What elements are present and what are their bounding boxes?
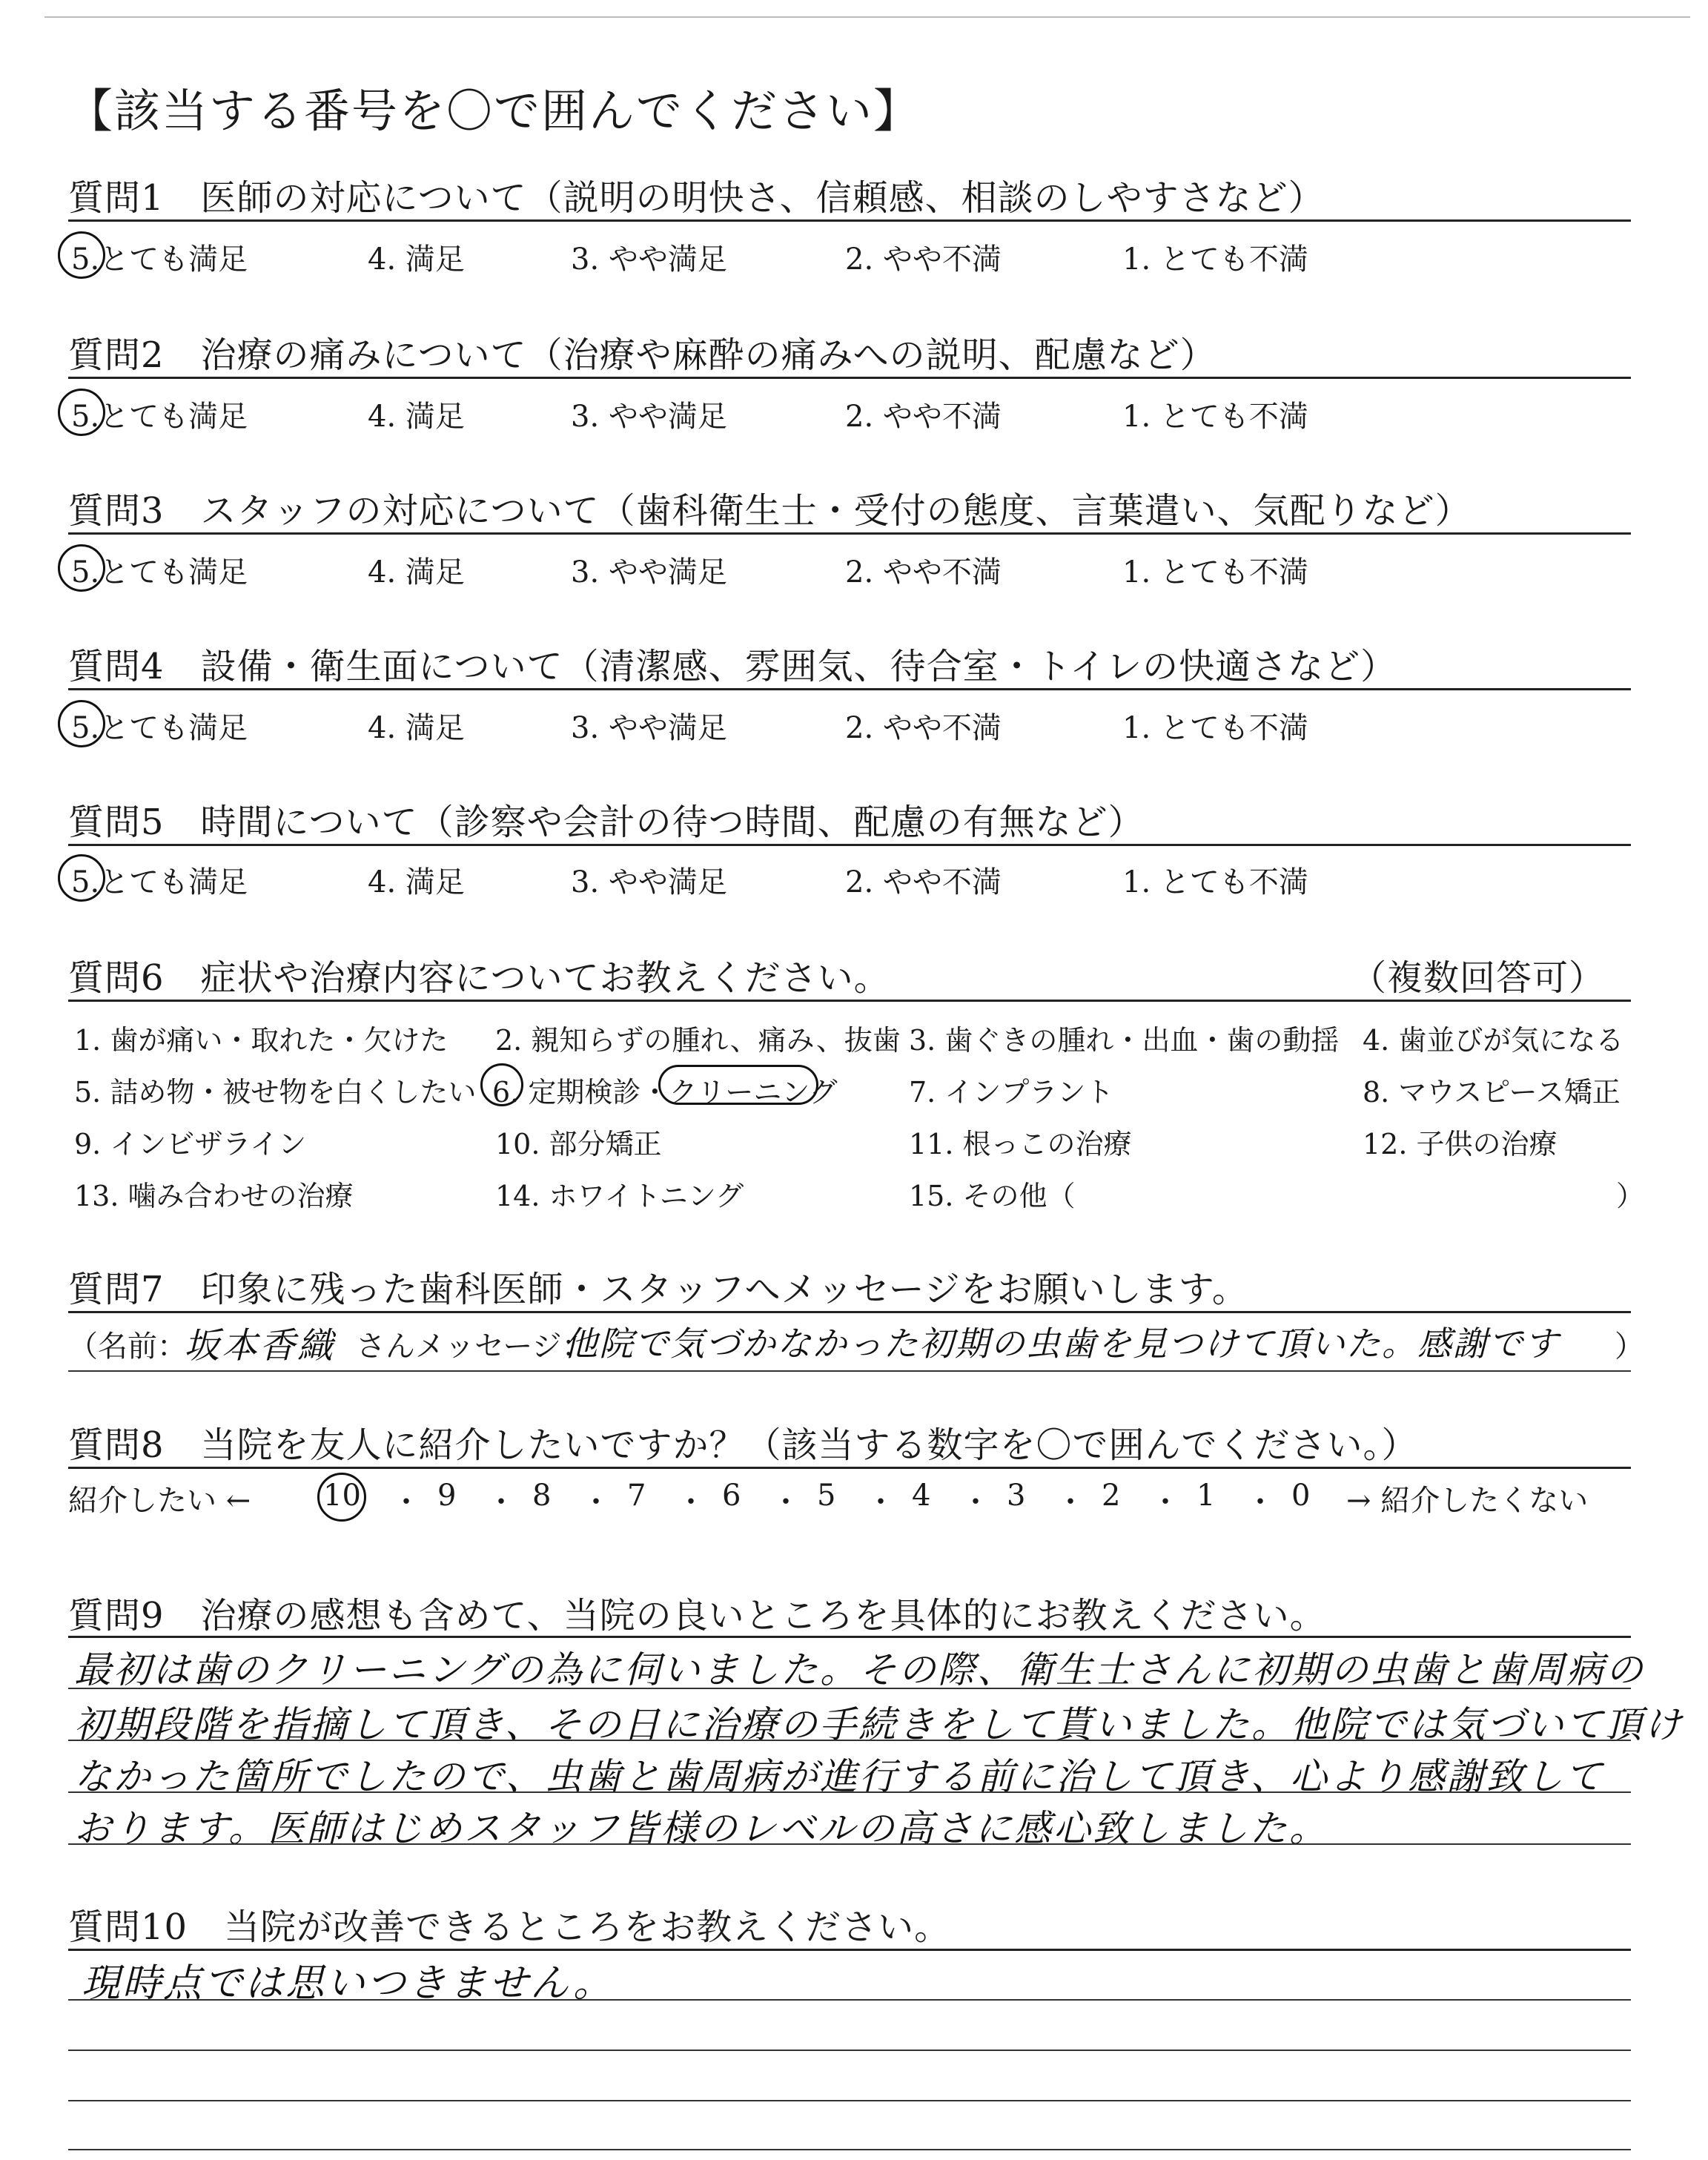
q4-option-5[interactable]: 5.とても満足 xyxy=(71,711,248,745)
q1-option-4[interactable]: 4. 満足 xyxy=(368,242,465,277)
q7-message-value[interactable]: 他院で気づかなかった初期の虫歯を見つけて頂いた。感謝です xyxy=(563,1324,1560,1364)
q9-title: 質問9 治療の感想も含めて、当院の良いところを具体的にお教えください。 xyxy=(68,1595,1326,1636)
q8-scale-dot: ・ xyxy=(391,1485,421,1519)
q6-item-2[interactable]: 2. 親知らずの腫れ、痛み、抜歯 xyxy=(495,1024,901,1057)
q8-left-label: 紹介したい ← xyxy=(68,1484,251,1518)
q10-answer-line-1[interactable]: 現時点では思いつきません。 xyxy=(82,1961,615,2006)
q8-scale-3[interactable]: 3 xyxy=(1007,1479,1026,1513)
q8-scale-dot: ・ xyxy=(486,1485,516,1519)
q6-item-13[interactable]: 13. 噛み合わせの治療 xyxy=(74,1180,354,1212)
q2-rule xyxy=(68,377,1631,379)
q7-name-label: （名前： xyxy=(68,1330,187,1364)
q3-option-3[interactable]: 3. やや満足 xyxy=(571,555,727,589)
q9-rule xyxy=(68,1636,1631,1638)
q8-scale-0[interactable]: 0 xyxy=(1291,1479,1311,1513)
q7-title: 質問7 印象に残った歯科医師・スタッフへメッセージをお願いします。 xyxy=(68,1269,1248,1310)
q7-name-value[interactable]: 坂本香織 xyxy=(184,1325,336,1367)
q8-scale-dot: ・ xyxy=(771,1485,801,1519)
q2-option-2[interactable]: 2. やや不満 xyxy=(845,400,1002,434)
q3-option-1[interactable]: 1. とても不満 xyxy=(1122,555,1308,589)
q8-rule xyxy=(68,1467,1631,1469)
q10-rule xyxy=(68,1949,1631,1951)
q2-option-5[interactable]: 5.とても満足 xyxy=(71,400,248,434)
q8-scale-10[interactable]: 10 xyxy=(323,1479,361,1513)
q8-scale-5[interactable]: 5 xyxy=(817,1479,836,1513)
q3-title: 質問3 スタッフの対応について（歯科衛生士・受付の態度、言葉遣い、気配りなど） xyxy=(68,490,1472,532)
q6-title: 質問6 症状や治療内容についてお教えください。 xyxy=(68,957,890,999)
q6-note: （複数回答可） xyxy=(1351,957,1606,999)
q8-scale-dot: ・ xyxy=(1151,1485,1180,1519)
q1-option-5[interactable]: 5.とても満足 xyxy=(71,242,248,277)
q5-option-5[interactable]: 5.とても満足 xyxy=(71,865,248,899)
q3-option-5[interactable]: 5.とても満足 xyxy=(71,555,248,589)
q6-item-14[interactable]: 14. ホワイトニング xyxy=(495,1180,744,1212)
q3-option-2[interactable]: 2. やや不満 xyxy=(845,555,1002,589)
q4-option-3[interactable]: 3. やや満足 xyxy=(571,711,727,745)
q4-option-1[interactable]: 1. とても不満 xyxy=(1122,711,1308,745)
q10-line-rule-2 xyxy=(68,2050,1631,2051)
q1-option-2[interactable]: 2. やや不満 xyxy=(845,242,1002,277)
q1-option-1[interactable]: 1. とても不満 xyxy=(1122,242,1308,277)
q2-option-3[interactable]: 3. やや満足 xyxy=(571,400,727,434)
q1-title: 質問1 医師の対応について（説明の明快さ、信頼感、相談のしやすさなど） xyxy=(68,177,1325,219)
q4-rule xyxy=(68,688,1631,690)
q8-scale-1[interactable]: 1 xyxy=(1196,1479,1216,1513)
q6-item-11[interactable]: 11. 根っこの治療 xyxy=(909,1128,1132,1160)
q6-rule xyxy=(68,1000,1631,1002)
q5-option-3[interactable]: 3. やや満足 xyxy=(571,865,727,899)
q10-title: 質問10 当院が改善できるところをお教えください。 xyxy=(68,1906,951,1948)
top-border xyxy=(44,16,1690,18)
q4-option-4[interactable]: 4. 満足 xyxy=(368,711,465,745)
q5-title: 質問5 時間について（診察や会計の待つ時間、配慮の有無など） xyxy=(68,802,1145,843)
q6-item-9[interactable]: 9. インビザライン xyxy=(74,1128,307,1160)
q9-answer-line-2[interactable]: 初期段階を指摘して頂き、その日に治療の手続きをして貰いました。他院では気づいて頂け xyxy=(74,1703,1684,1746)
q7-close-paren: ） xyxy=(1615,1330,1644,1364)
q6-item-8[interactable]: 8. マウスピース矯正 xyxy=(1363,1076,1621,1109)
q9-line-rule-2 xyxy=(68,1740,1631,1741)
q8-scale-dot: ・ xyxy=(1056,1485,1085,1519)
q6-item-3[interactable]: 3. 歯ぐきの腫れ・出血・歯の動揺 xyxy=(909,1024,1340,1057)
q10-line-rule-3 xyxy=(68,2100,1631,2101)
q5-rule xyxy=(68,844,1631,846)
q7-rule xyxy=(68,1311,1631,1313)
q8-scale-dot: ・ xyxy=(676,1485,706,1519)
q1-rule xyxy=(68,219,1631,222)
q9-line-rule-3 xyxy=(68,1791,1631,1793)
q7-name-suffix: さん xyxy=(356,1330,415,1364)
q2-title: 質問2 治療の痛みについて（治療や麻酔の痛みへの説明、配慮など） xyxy=(68,334,1217,376)
page-heading: 【該当する番号を〇で囲んでください】 xyxy=(67,84,921,138)
q8-scale-6[interactable]: 6 xyxy=(722,1479,741,1513)
q10-line-rule-1 xyxy=(68,1999,1631,2001)
q8-scale-dot: ・ xyxy=(1245,1485,1275,1519)
q6-item-7[interactable]: 7. インプラント xyxy=(909,1076,1114,1109)
q8-scale-dot: ・ xyxy=(961,1485,990,1519)
q6-item-15-close: ） xyxy=(1616,1180,1645,1212)
q6-item-5[interactable]: 5. 詰め物・被せ物を白くしたい xyxy=(74,1076,477,1109)
q9-answer-line-1[interactable]: 最初は歯のクリーニングの為に伺いました。その際、衛生士さんに初期の虫歯と歯周病の xyxy=(74,1648,1645,1691)
q8-right-label: → 紹介したくない xyxy=(1346,1484,1589,1518)
q7-answer-rule xyxy=(68,1370,1631,1372)
q4-option-2[interactable]: 2. やや不満 xyxy=(845,711,1002,745)
q8-scale-8[interactable]: 8 xyxy=(532,1479,552,1513)
q8-scale-9[interactable]: 9 xyxy=(437,1479,457,1513)
q8-scale-7[interactable]: 7 xyxy=(627,1479,646,1513)
q8-scale-4[interactable]: 4 xyxy=(912,1479,931,1513)
q6-item-6[interactable]: 6. 定期検診・クリーニング xyxy=(492,1076,838,1109)
q9-answer-line-4[interactable]: おります。医師はじめスタッフ皆様のレベルの高さに感心致しました。 xyxy=(74,1807,1328,1850)
q7-message-label: メッセージ： xyxy=(415,1330,592,1364)
q4-title: 質問4 設備・衛生面について（清潔感、雰囲気、待合室・トイレの快適さなど） xyxy=(68,646,1397,687)
q2-option-1[interactable]: 1. とても不満 xyxy=(1122,400,1308,434)
q9-answer-line-3[interactable]: なかった箇所でしたので、虫歯と歯周病が進行する前に治して頂き、心より感謝致して xyxy=(74,1755,1604,1798)
q10-line-rule-4 xyxy=(68,2149,1631,2150)
q8-scale-dot: ・ xyxy=(581,1485,611,1519)
q5-option-4[interactable]: 4. 満足 xyxy=(368,865,465,899)
q9-line-rule-4 xyxy=(68,1843,1631,1845)
q8-title: 質問8 当院を友人に紹介したいですか？（該当する数字を〇で囲んでください。） xyxy=(68,1424,1418,1466)
q6-item-1[interactable]: 1. 歯が痛い・取れた・欠けた xyxy=(74,1024,448,1057)
q6-item-10[interactable]: 10. 部分矯正 xyxy=(495,1128,662,1160)
q6-item-15[interactable]: 15. その他（ xyxy=(909,1180,1076,1212)
q3-rule xyxy=(68,532,1631,535)
q8-scale-dot: ・ xyxy=(866,1485,896,1519)
q6-item-12[interactable]: 12. 子供の治療 xyxy=(1363,1128,1558,1160)
q9-line-rule-1 xyxy=(68,1688,1631,1689)
q2-option-4[interactable]: 4. 満足 xyxy=(368,400,465,434)
q6-item-4[interactable]: 4. 歯並びが気になる xyxy=(1363,1024,1624,1057)
q5-option-2[interactable]: 2. やや不満 xyxy=(845,865,1002,899)
q3-option-4[interactable]: 4. 満足 xyxy=(368,555,465,589)
q1-option-3[interactable]: 3. やや満足 xyxy=(571,242,727,277)
q5-option-1[interactable]: 1. とても不満 xyxy=(1122,865,1308,899)
q8-scale-2[interactable]: 2 xyxy=(1102,1479,1121,1513)
